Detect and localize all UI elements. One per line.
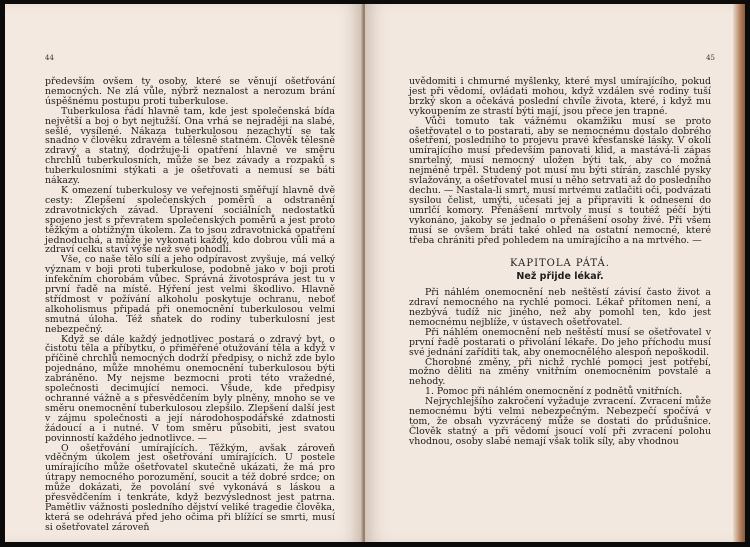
page-number-left: 44 <box>45 54 54 62</box>
chapter-subtitle: Než přijde lékař. <box>516 271 604 283</box>
chapter-title: KAPITOLA PÁTÁ. <box>510 258 610 270</box>
right-page-text <box>409 77 711 447</box>
paragraph: Chorobné změny, při nichž rychlé pomoci jest potřebí, možno děliti na změny vnitřním onemocněním povstalé a nehody. <box>409 356 711 388</box>
paragraph: Při náhlém onemocnění neb neštěstí musí se ošetřovatel v první řadě postarati o přivolání lékaře. Do jeho příchodu musí své jednání zaříditi tak, aby onemocnělého alespoň nepoškodil. <box>409 326 711 358</box>
section-heading: 1. Pomoc při náhlém onemocnění z podnětů vnitřních. <box>425 386 683 398</box>
paragraph: Vůči tomuto tak vážnému okamžiku musí se proto ošetřovatel o to postarati, aby se nemocnému dostalo dobrého ošetření, posledního to projevu pravé křesťanské lásky. V okolí umírajícího musí především panovati klid, a mastává-li zápas smrtelný, musí nemocný uložen býti tak, aby co možná nejméně trpěl. Studený pot musí mu býti stírán, zaschlé pysky svlažovány, a ošetřovatel musí u něho setrvati až do posledního dechu. — Nastala-li smrt, musí mrtvému zatlačiti oči, podvázati sysilou čelist, umýti, učesati jej a připraviti k odnesení do umrlčí komory. Přenášení mrtvoly musí s toutéž péčí býti vykonáno, jakoby se jednalo o přenášení osoby živé. Při všem musí se ovšem bráti také ohled na ostatní nemocné, které třeba chrániti před pohledem na umírajícího a na mrtvého. — <box>409 115 711 246</box>
page-edge <box>733 4 745 542</box>
paragraph: uvědomiti i chmurné myšlenky, které mysl umírajícího, pokud jest při vědomí, ovládati mohou, když vzdálen své rodiny tuší brzký skon a očekává poslední chvíle života, které, i když mu vykoupením ze strastí býti mají, jsou přece jen trapné. <box>409 76 711 117</box>
paragraph: O ošetřování umírajících. Těžkým, avšak zároveň vděčným úkolem jest ošetřování umírajících. U postele umírajícího může ošetřovatel skutečně ukázati, že má pro útrapy nemocného porozumění, soucit a též dobré srdce; on může dokázati, že povolání své vykonává s láskou a přesvědčením i tenkráte, když bezvýslednost jest patrna. Pamětliv vážnosti posledního dějství veliké tragedie člověka, která se odehrává před jeho očima při blížící se smrti, musí si ošetřovatel zároveň <box>45 442 335 533</box>
paragraph: Vše, co naše tělo sílí a jeho odpíravost zvyšuje, má velký význam v boji proti tuberkulose, podobně jako v boji proti infekčním chorobám vůbec. Správná životospráva jest tu v první řadě na místě. Hýření jest velmi škodlivo. Hlavně střídmost v požívání alkoholu poskytuje ochranu, neboť alkoholismus připadá při onemocnění tuberkulosou velmi smutná úloha. Též sňatek do rodiny tuberkulosní jest nebezpečný. <box>45 254 335 335</box>
paragraph: Když se dále každý jednotlivec postará o zdravý byt, o čistotu těla a příbytku, o přiměřené otužování těla a když v příčině chrchlů nemocných dodrží předpisy, o nichž zde bylo pojednáno, může mnohému onemocnění tuberkulosou býti zabráněno. My nejsme bezmocni proti této vražedné, společnosti decimující nemoci. Všude, kde předpisy ochranné vážně a s přesvědčením byly plněny, mnoho se ve směru onemocnění tuberkulosou zlepšilo. Zlepšení další jest v zájmu společnosti a její národohospodářské zdatnosti žádoucí a i nutné. V tom směru působiti, jest svatou povinností každého jednotlivce. — <box>45 333 335 444</box>
right-page <box>365 4 745 542</box>
page-number-right: 45 <box>706 54 715 62</box>
left-page <box>5 4 363 542</box>
paragraph: Při náhlém onemocnění neb neštěstí závisí často život a zdraví nemocného na rychlé pomoci. Lékař přítomen není, a nezbývá tudíž nic jiného, než aby pomohl ten, kdo jest nemocnému nejblíže, v ústavech ošetřovatel. <box>409 287 711 328</box>
paragraph: Tuberkulosa řádí hlavně tam, kde jest společenská bída největší a boj o byt nejtužší. Ona vrhá se nejraději na slabé, sešlé, vysílené. Nákaza tuberkulosou nezachytí se tak snadno v člověku zdravém a tělesně statném. Člověk tělesně zdravý a statný, dodržuje-li opatření hlavně ve směru chrchlů tuberkulosních, může se bez závady a rozpaků s tuberkulosními stýkati a je ošetřovati a nemusí se báti nákazy. <box>45 105 335 187</box>
open-book <box>5 4 745 542</box>
paragraph: K omezení tuberkulosy ve veřejnosti směřují hlavně dvě cesty: Zlepšení společenských poměrů a odstranění zdravotnických závad. Úpravení sociálních nedostatků spojeno jest s převratem společenských poměrů a jest proto těžkým a obtížným úkolem. Za to jsou zdravotnická opatření jednoduchá, a může je vykonati každý, kdo dobrou vůli má a zdraví celku staví výše než své pohodlí. <box>45 184 335 256</box>
left-page-text <box>45 77 335 533</box>
paragraph: Nejrychlejšího zakročení vyžaduje zvracení. Zvracení může nemocnému býti velmi nebezpečným. Nebezpečí spočívá v tom, že obsah vyzvrácený může se dostati do průdušnice. Člověk statný a při vědomí jsoucí volí při zvracení polohu vhodnou, osoby slabé nemají však tolik síly, aby vhodnou <box>409 396 711 447</box>
paragraph: především ovšem ty osoby, které se věnují ošetřování nemocných. Ne zlá vůle, nýbrž neznalost a nerozum brání úspěšnému postupu proti tuberkulose. <box>45 76 335 107</box>
